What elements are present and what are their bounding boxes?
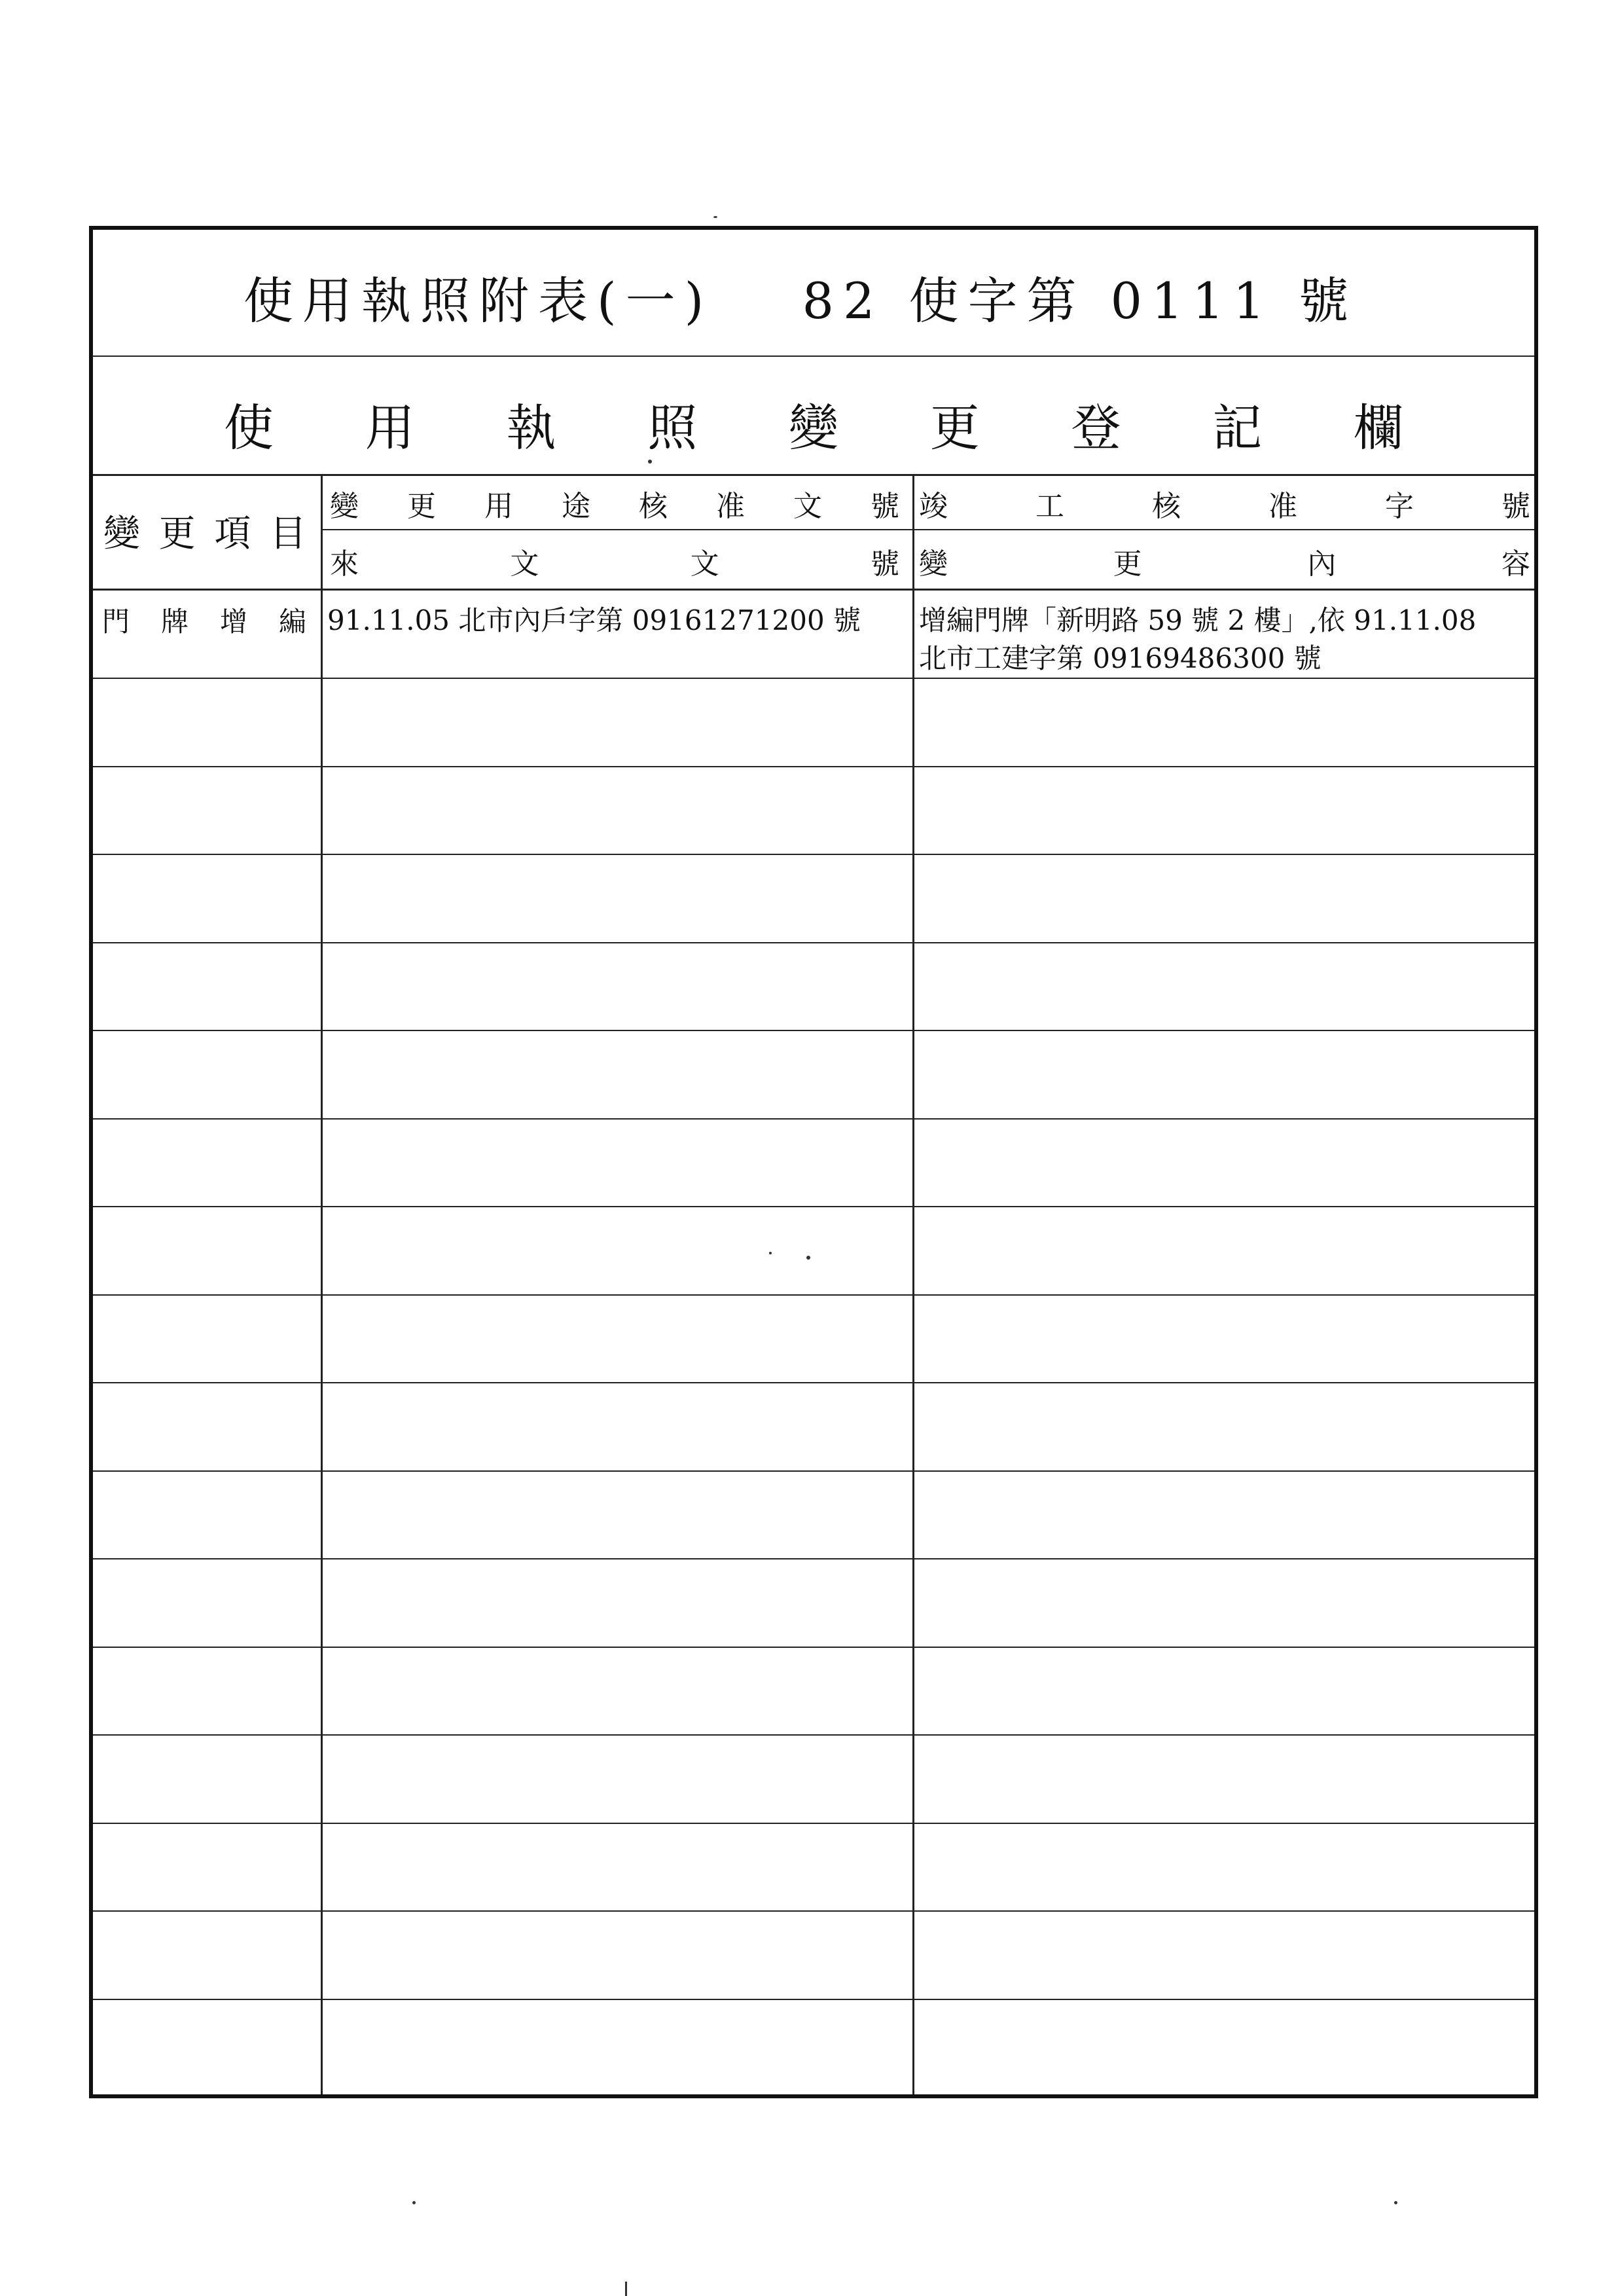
header-incoming-document	[330, 540, 899, 582]
scan-speck	[769, 1252, 772, 1254]
header-approval-number	[330, 483, 899, 524]
header-char: 容	[1501, 547, 1530, 581]
header-change-content	[919, 540, 1530, 582]
scan-speck	[806, 1256, 810, 1260]
scan-speck	[648, 460, 652, 464]
section-title-char: 用	[365, 399, 415, 457]
table-row-line	[93, 1470, 1534, 1472]
table-row-line	[93, 1382, 1534, 1383]
column-divider-2	[912, 476, 914, 2094]
section-title-char: 照	[647, 399, 698, 457]
table-row-line	[93, 1647, 1534, 1648]
table-row-line	[93, 854, 1534, 855]
row-change-content-line2: 北市工建字第 09169486300 號	[919, 642, 1321, 674]
header-char: 文	[510, 547, 539, 581]
header-char: 准	[716, 490, 745, 523]
table-row-line	[93, 1558, 1534, 1559]
scan-speck	[1394, 2201, 1397, 2204]
header-char: 用	[484, 490, 513, 523]
section-title-char: 更	[929, 399, 980, 457]
row-change-content-line1: 增編門牌「新明路 59 號 2 樓」,依 91.11.08	[919, 604, 1477, 636]
header-char: 竣	[919, 490, 948, 523]
section-title-row	[93, 357, 1534, 476]
header-char: 更	[407, 490, 436, 523]
header-char: 號	[870, 547, 899, 581]
row-item-char: 牌	[160, 606, 189, 638]
header-bottom-line	[93, 589, 1534, 591]
scan-speck	[412, 2201, 416, 2204]
form-title-row	[93, 230, 1534, 357]
row-item-char: 增	[219, 606, 247, 638]
scan-speck	[625, 2282, 627, 2296]
license-number: 82 使字第 0111 號	[802, 272, 1358, 330]
form-title-prefix: 使用執照附表(一)	[243, 272, 713, 330]
header-char: 變	[330, 490, 359, 523]
row-item-house-number	[102, 600, 306, 640]
header-inner-divider	[321, 529, 1534, 530]
section-title-char: 欄	[1354, 399, 1403, 457]
header-char: 准	[1268, 490, 1297, 523]
header-char: 字	[1385, 490, 1414, 523]
table-row-line	[93, 942, 1534, 943]
table-row-line	[93, 1030, 1534, 1031]
section-title-char: 使	[224, 399, 274, 457]
row-item-char: 門	[102, 606, 130, 638]
header-char: 更	[158, 513, 196, 555]
table-row-line	[93, 766, 1534, 767]
header-char: 文	[690, 547, 719, 581]
section-title	[224, 388, 1403, 460]
header-char: 更	[1113, 547, 1142, 581]
section-title-char: 登	[1071, 399, 1121, 457]
table-row-line	[93, 678, 1534, 679]
table-row-line	[93, 1118, 1534, 1120]
table-row-line	[93, 1294, 1534, 1296]
header-char: 核	[639, 490, 668, 523]
header-char: 來	[330, 547, 359, 581]
table-row-line	[93, 1823, 1534, 1824]
table-row-line	[93, 1206, 1534, 1207]
column-divider-1	[321, 476, 323, 2094]
form-title	[243, 261, 1357, 333]
header-char: 變	[919, 547, 948, 581]
table-row-line	[93, 1910, 1534, 1912]
header-change-item	[103, 505, 306, 557]
scan-speck	[713, 216, 717, 218]
header-char: 號	[871, 490, 899, 523]
header-char: 核	[1152, 490, 1181, 523]
header-char: 內	[1307, 547, 1337, 581]
row-incoming-document: 91.11.05 北市內戶字第 09161271200 號	[327, 604, 861, 636]
table-row-line	[93, 1999, 1534, 2000]
section-title-char: 記	[1212, 399, 1263, 457]
header-char: 變	[103, 513, 140, 555]
header-char: 工	[1035, 490, 1064, 523]
header-char: 途	[562, 490, 590, 523]
header-char: 目	[269, 513, 306, 555]
section-title-char: 執	[506, 399, 556, 457]
header-completion-number	[919, 483, 1530, 524]
row-item-char: 編	[278, 606, 306, 638]
usage-license-change-form	[89, 226, 1538, 2098]
header-char: 號	[1501, 490, 1530, 523]
table-row-line	[93, 1734, 1534, 1736]
header-char: 文	[793, 490, 822, 523]
header-char: 項	[214, 513, 251, 555]
section-title-char: 變	[789, 399, 838, 457]
